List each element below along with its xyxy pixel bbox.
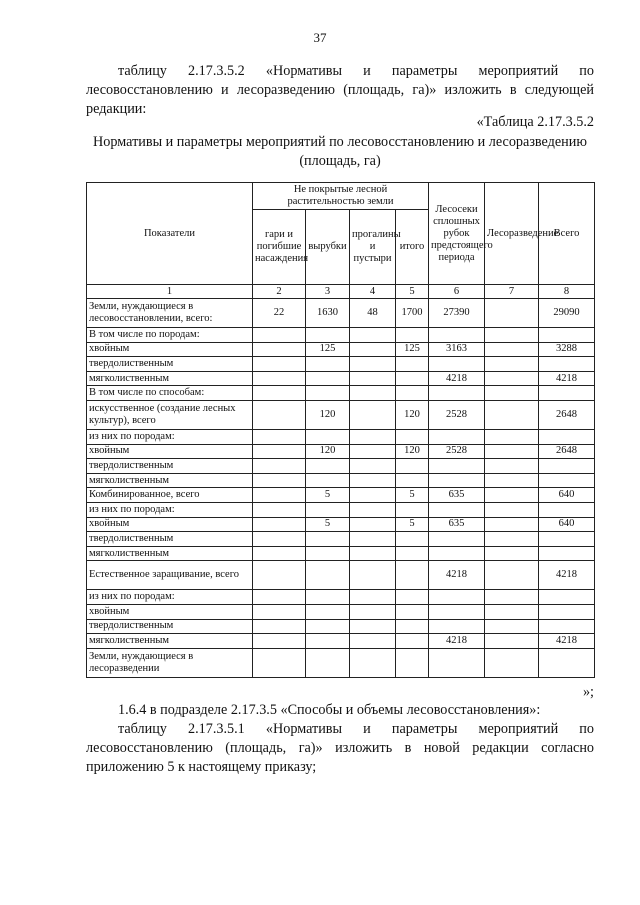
row-label: твердолиственным xyxy=(87,619,253,634)
cell-value xyxy=(253,634,306,649)
row-label: мягколиственным xyxy=(87,371,253,386)
cell-value xyxy=(350,604,396,619)
cell-value xyxy=(350,357,396,372)
cell-value: 635 xyxy=(429,488,485,503)
row-label: хвойным xyxy=(87,342,253,357)
cell-value: 4218 xyxy=(539,634,595,649)
table-row xyxy=(87,517,595,532)
cell-value: 2648 xyxy=(539,444,595,459)
cell-value xyxy=(485,546,539,561)
cell-value xyxy=(396,590,429,605)
cell-value: 1630 xyxy=(306,299,350,328)
cell-value xyxy=(306,561,350,590)
cell-value xyxy=(253,386,306,401)
table-row xyxy=(87,429,595,444)
cell-value xyxy=(396,634,429,649)
row-label: Земли, нуждающиеся в лесовосстановлении, всего: xyxy=(87,299,253,328)
cell-value xyxy=(539,502,595,517)
col-number: 3 xyxy=(306,285,350,299)
table-row xyxy=(87,342,595,357)
header-clearcuts: Лесосеки сплошных рубок предстоящего периода xyxy=(429,183,485,285)
paragraph-table-2-17-3-5-1: таблицу 2.17.3.5.1 «Нормативы и параметры мероприятий по лесовосстановлению (площадь, га)» изложить в новой редакции согласно приложению 5 к настоящему приказу; xyxy=(86,721,594,775)
cell-value: 3163 xyxy=(429,342,485,357)
cell-value xyxy=(350,590,396,605)
cell-value xyxy=(306,532,350,547)
row-label: твердолиственным xyxy=(87,532,253,547)
cell-value xyxy=(396,502,429,517)
cell-value: 1700 xyxy=(396,299,429,328)
cell-value xyxy=(485,342,539,357)
table-row xyxy=(87,357,595,372)
cell-value xyxy=(350,444,396,459)
cell-value xyxy=(253,546,306,561)
col-number: 4 xyxy=(350,285,396,299)
cell-value xyxy=(350,488,396,503)
row-label: мягколиственным xyxy=(87,546,253,561)
cell-value xyxy=(429,604,485,619)
cell-value xyxy=(306,619,350,634)
row-label: Комбинированное, всего xyxy=(87,488,253,503)
cell-value: 27390 xyxy=(429,299,485,328)
row-label: В том числе по породам: xyxy=(87,328,253,343)
cell-value xyxy=(396,546,429,561)
cell-value xyxy=(253,561,306,590)
table-row xyxy=(87,328,595,343)
cell-value xyxy=(539,604,595,619)
row-label: Естественное заращивание, всего xyxy=(87,561,253,590)
cell-value xyxy=(350,400,396,429)
cell-value xyxy=(396,561,429,590)
cell-value xyxy=(429,459,485,474)
header-total: Всего xyxy=(539,183,595,285)
table-row xyxy=(87,648,595,677)
cell-value: 640 xyxy=(539,517,595,532)
cell-value: 120 xyxy=(396,444,429,459)
cell-value xyxy=(306,546,350,561)
cell-value xyxy=(350,459,396,474)
cell-value xyxy=(253,429,306,444)
cell-value: 48 xyxy=(350,299,396,328)
row-label: хвойным xyxy=(87,604,253,619)
table-row xyxy=(87,459,595,474)
cell-value: 2528 xyxy=(429,444,485,459)
cell-value xyxy=(429,502,485,517)
cell-value xyxy=(485,604,539,619)
header-total-sub: итого xyxy=(396,210,429,285)
cell-value xyxy=(539,386,595,401)
cell-value xyxy=(429,590,485,605)
table-row xyxy=(87,400,595,429)
cell-value xyxy=(396,386,429,401)
cell-value xyxy=(485,634,539,649)
table-row xyxy=(87,502,595,517)
cell-value xyxy=(539,532,595,547)
table-row xyxy=(87,299,595,328)
cell-value xyxy=(253,444,306,459)
cell-value xyxy=(350,342,396,357)
cell-value: 5 xyxy=(306,517,350,532)
cell-value xyxy=(539,328,595,343)
cell-value xyxy=(306,328,350,343)
cell-value xyxy=(396,532,429,547)
cell-value: 4218 xyxy=(429,561,485,590)
cell-value xyxy=(396,459,429,474)
table-row xyxy=(87,473,595,488)
cell-value: 5 xyxy=(306,488,350,503)
cell-value xyxy=(485,517,539,532)
end-quote: »; xyxy=(582,684,594,700)
cell-value: 5 xyxy=(396,488,429,503)
cell-value: 2648 xyxy=(539,400,595,429)
table-row xyxy=(87,386,595,401)
cell-value xyxy=(306,429,350,444)
cell-value xyxy=(396,648,429,677)
cell-value xyxy=(306,357,350,372)
cell-value xyxy=(253,488,306,503)
cell-value xyxy=(485,444,539,459)
forest-restoration-table xyxy=(86,182,595,678)
cell-value xyxy=(396,429,429,444)
table-row xyxy=(87,604,595,619)
cell-value: 120 xyxy=(396,400,429,429)
cell-value xyxy=(350,371,396,386)
cell-value xyxy=(253,619,306,634)
cell-value xyxy=(485,488,539,503)
row-label: твердолиственным xyxy=(87,357,253,372)
cell-value xyxy=(485,619,539,634)
cell-value xyxy=(253,517,306,532)
cell-value xyxy=(429,429,485,444)
row-label: твердолиственным xyxy=(87,459,253,474)
cell-value xyxy=(429,648,485,677)
table-label: «Таблица 2.17.3.5.2 xyxy=(476,114,594,130)
header-cut: вырубки xyxy=(306,210,350,285)
cell-value xyxy=(485,299,539,328)
cell-value xyxy=(253,502,306,517)
cell-value xyxy=(429,386,485,401)
cell-value xyxy=(539,590,595,605)
cell-value xyxy=(350,546,396,561)
row-label: из них по породам: xyxy=(87,429,253,444)
cell-value xyxy=(350,429,396,444)
table-row xyxy=(87,634,595,649)
cell-value xyxy=(350,517,396,532)
cell-value: 635 xyxy=(429,517,485,532)
cell-value xyxy=(485,502,539,517)
cell-value: 5 xyxy=(396,517,429,532)
cell-value: 22 xyxy=(253,299,306,328)
cell-value xyxy=(350,634,396,649)
cell-value: 4218 xyxy=(539,561,595,590)
cell-value xyxy=(253,590,306,605)
cell-value xyxy=(539,648,595,677)
cell-value xyxy=(485,590,539,605)
cell-value xyxy=(485,371,539,386)
cell-value xyxy=(253,604,306,619)
table-row xyxy=(87,619,595,634)
cell-value xyxy=(350,328,396,343)
cell-value xyxy=(350,532,396,547)
table-row xyxy=(87,546,595,561)
table-row xyxy=(87,590,595,605)
cell-value xyxy=(396,604,429,619)
col-number: 5 xyxy=(396,285,429,299)
cell-value xyxy=(485,357,539,372)
col-number: 8 xyxy=(539,285,595,299)
cell-value xyxy=(429,328,485,343)
cell-value xyxy=(429,473,485,488)
table-row xyxy=(87,488,595,503)
cell-value xyxy=(485,532,539,547)
cell-value xyxy=(350,648,396,677)
cell-value xyxy=(485,459,539,474)
cell-value xyxy=(306,371,350,386)
cell-value: 4218 xyxy=(539,371,595,386)
col-number: 1 xyxy=(87,285,253,299)
row-label: Земли, нуждающиеся в лесоразведении xyxy=(87,648,253,677)
row-label: мягколиственным xyxy=(87,634,253,649)
cell-value xyxy=(253,342,306,357)
cell-value: 120 xyxy=(306,400,350,429)
cell-value xyxy=(350,619,396,634)
cell-value xyxy=(306,648,350,677)
cell-value xyxy=(253,473,306,488)
cell-value xyxy=(306,634,350,649)
cell-value xyxy=(306,502,350,517)
paragraph-1-6-4: 1.6.4 в подразделе 2.17.3.5 «Способы и объемы лесовосстановления»: xyxy=(118,702,541,718)
cell-value: 120 xyxy=(306,444,350,459)
cell-value xyxy=(429,357,485,372)
cell-value xyxy=(539,429,595,444)
cell-value: 4218 xyxy=(429,371,485,386)
cell-value: 125 xyxy=(396,342,429,357)
col-number: 6 xyxy=(429,285,485,299)
intro-paragraph: таблицу 2.17.3.5.2 «Нормативы и параметры мероприятий по лесовосстановлению и лесоразведению (площадь, га)» изложить в следующей редакции: xyxy=(86,63,594,117)
header-burned: гари и погибшие насаждения xyxy=(253,210,306,285)
cell-value xyxy=(306,604,350,619)
cell-value: 2528 xyxy=(429,400,485,429)
row-label: хвойным xyxy=(87,517,253,532)
header-not-covered: Не покрытые лесной растительностью земли xyxy=(253,183,429,210)
cell-value xyxy=(253,371,306,386)
row-label: из них по породам: xyxy=(87,590,253,605)
cell-value xyxy=(253,459,306,474)
cell-value xyxy=(429,619,485,634)
header-indicators: Показатели xyxy=(87,183,253,285)
cell-value xyxy=(429,532,485,547)
cell-value xyxy=(253,648,306,677)
table-row xyxy=(87,532,595,547)
cell-value xyxy=(306,590,350,605)
cell-value xyxy=(396,371,429,386)
cell-value xyxy=(350,386,396,401)
cell-value: 29090 xyxy=(539,299,595,328)
cell-value xyxy=(350,473,396,488)
row-label: хвойным xyxy=(87,444,253,459)
header-glades: прогалины и пустыри xyxy=(350,210,396,285)
cell-value xyxy=(485,561,539,590)
cell-value xyxy=(253,328,306,343)
cell-value xyxy=(253,357,306,372)
cell-value xyxy=(539,357,595,372)
cell-value xyxy=(485,400,539,429)
cell-value xyxy=(485,328,539,343)
cell-value xyxy=(396,473,429,488)
cell-value: 3288 xyxy=(539,342,595,357)
cell-value xyxy=(539,619,595,634)
row-label: В том числе по способам: xyxy=(87,386,253,401)
cell-value xyxy=(350,561,396,590)
cell-value xyxy=(539,546,595,561)
cell-value xyxy=(306,459,350,474)
row-label: искусственное (создание лесных культур), всего xyxy=(87,400,253,429)
col-number: 7 xyxy=(485,285,539,299)
cell-value xyxy=(539,459,595,474)
cell-value xyxy=(253,532,306,547)
cell-value xyxy=(429,546,485,561)
cell-value xyxy=(485,429,539,444)
table-row xyxy=(87,371,595,386)
cell-value xyxy=(253,400,306,429)
page-number: 37 xyxy=(313,30,327,45)
cell-value xyxy=(396,328,429,343)
cell-value xyxy=(539,473,595,488)
table-row xyxy=(87,444,595,459)
cell-value: 640 xyxy=(539,488,595,503)
cell-value xyxy=(485,386,539,401)
cell-value xyxy=(396,619,429,634)
table-row xyxy=(87,561,595,590)
cell-value xyxy=(485,648,539,677)
col-number: 2 xyxy=(253,285,306,299)
cell-value xyxy=(396,357,429,372)
row-label: мягколиственным xyxy=(87,473,253,488)
column-number-row xyxy=(87,285,595,299)
cell-value: 125 xyxy=(306,342,350,357)
header-afforestation: Лесоразведение xyxy=(485,183,539,285)
row-label: из них по породам: xyxy=(87,502,253,517)
cell-value xyxy=(485,473,539,488)
table-title: Нормативы и параметры мероприятий по лесовосстановлению и лесоразведению (площадь, га) xyxy=(93,134,587,169)
cell-value xyxy=(350,502,396,517)
cell-value xyxy=(306,473,350,488)
cell-value xyxy=(306,386,350,401)
cell-value: 4218 xyxy=(429,634,485,649)
